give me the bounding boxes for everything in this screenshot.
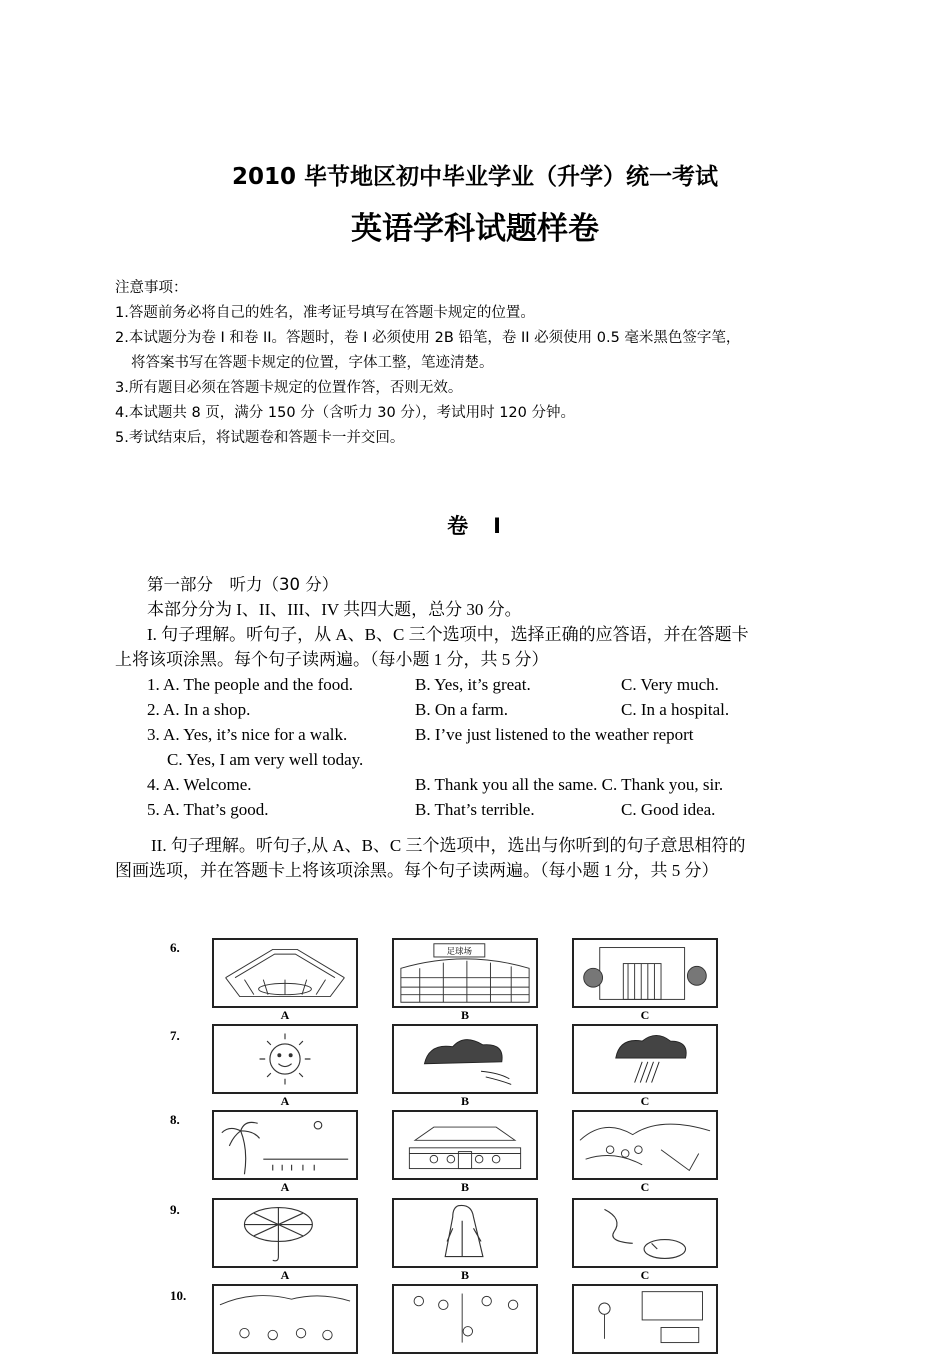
- question-number: 6.: [170, 940, 180, 955]
- section2-instruction: [115, 833, 840, 883]
- sign-label: 足球场: [446, 946, 473, 957]
- option-label: B: [460, 1008, 469, 1022]
- option-label: C: [640, 1008, 650, 1022]
- option-b: B. That’s terrible.: [415, 800, 535, 819]
- question-row: [115, 722, 840, 747]
- question-row: [115, 672, 840, 697]
- question-row: [115, 797, 840, 822]
- option-label: B: [460, 1268, 469, 1282]
- notice-item-1: 1.答题前务必将自己的姓名，准考证号填写在答题卡规定的位置。: [115, 305, 535, 321]
- picture-windy-cloud: [392, 1024, 538, 1094]
- option-label: C: [640, 1094, 650, 1108]
- picture-sunny: [212, 1024, 358, 1094]
- option-label: C: [640, 1180, 650, 1194]
- option-label: C: [640, 1268, 650, 1282]
- option-c: C. Good idea.: [621, 800, 716, 819]
- volume-title: 卷 I: [447, 514, 503, 538]
- section1-instruction-1: I. 句子理解。听句子，从 A、B、C 三个选项中，选择正确的应答语，并在答题卡: [147, 625, 749, 644]
- option-c-continued: C. Yes, I am very well today.: [167, 750, 364, 769]
- picture-beach-palm: [212, 1110, 358, 1180]
- notice-item-5: 5.考试结束后，将试题卷和答题卡一并交回。: [115, 430, 405, 446]
- picture-rainy-cloud: [572, 1024, 718, 1094]
- section2-instruction-2: 图画选项，并在答题卡上将该项涂黑。每个句子读两遍。（每小题 1 分，共 5 分）: [115, 861, 719, 880]
- option-a: 5. A. That’s good.: [147, 800, 269, 819]
- option-a: 2. A. In a shop.: [147, 700, 251, 719]
- section2-instruction-1: II. 句子理解。听句子,从 A、B、C 三个选项中，选出与你听到的句子意思相符的: [151, 836, 746, 855]
- option-c: C. In a hospital.: [621, 700, 730, 719]
- option-b: B. Yes, it’s great.: [415, 675, 531, 694]
- exam-title: 2010 毕节地区初中毕业学业（升学）统一考试: [231, 164, 719, 190]
- option-a: 1. A. The people and the food.: [147, 675, 354, 694]
- option-label: B: [460, 1094, 469, 1108]
- notice-item-4: 4.本试题共 8 页，满分 150 分（含听力 30 分），考试用时 120 分钟。: [115, 405, 575, 421]
- option-label: A: [280, 1268, 290, 1282]
- notice-item-3: 3.所有题目必须在答题卡规定的位置作答，否则无效。: [115, 380, 463, 396]
- exam-subtitle: 英语学科试题样卷: [351, 211, 599, 247]
- option-b: B. I’ve just listened to the weather report: [415, 725, 694, 744]
- picture-football-field-wall: [392, 938, 538, 1008]
- notice-block: [115, 276, 875, 451]
- question-number: 9.: [170, 1202, 180, 1217]
- part1-intro: 本部分分为 I、II、III、IV 共四大题，总分 30 分。: [147, 600, 522, 619]
- picture-mountain-picnic: [572, 1110, 718, 1180]
- option-b: B. On a farm.: [415, 700, 509, 719]
- picture-building-gate: [572, 938, 718, 1008]
- notice-item-2: 2.本试题分为卷 I 和卷 II。答题时，卷 I 必须使用 2B 铅笔，卷 II 必须使用 0.5 毫米黑色签字笔，: [115, 330, 741, 346]
- question-row: [115, 697, 840, 722]
- notice-heading: 注意事项：: [115, 280, 188, 296]
- option-c: C. Very much.: [621, 675, 719, 694]
- picture-umbrella: [212, 1198, 358, 1268]
- part1-section: [115, 572, 840, 822]
- question-number: 7.: [170, 1028, 180, 1043]
- picture-palace: [392, 1110, 538, 1180]
- option-a: 4. A. Welcome.: [147, 775, 252, 794]
- section1-instruction-2: 上将该项涂黑。每个句子读两遍。（每小题 1 分，共 5 分）: [115, 650, 549, 669]
- picture-grid: [170, 934, 730, 1344]
- option-a: 3. A. Yes, it’s nice for a walk.: [147, 725, 348, 744]
- question-number: 8.: [170, 1112, 180, 1127]
- option-b-c: B. Thank you all the same. C. Thank you, sir.: [415, 775, 724, 794]
- option-label: B: [460, 1180, 469, 1194]
- question-number: 10.: [170, 1288, 187, 1303]
- picture-stadium-stands: [212, 938, 358, 1008]
- part1-heading: 第一部分 听力（30 分）: [147, 575, 339, 594]
- picture-raincoat: [392, 1198, 538, 1268]
- question-row: [115, 772, 840, 797]
- option-label: A: [280, 1094, 290, 1108]
- notice-item-2-cont: 将答案书写在答题卡规定的位置，字体工整，笔迹清楚。: [131, 355, 494, 371]
- option-label: A: [280, 1008, 290, 1022]
- picture-computer-mouse: [572, 1198, 718, 1268]
- option-label: A: [280, 1180, 290, 1194]
